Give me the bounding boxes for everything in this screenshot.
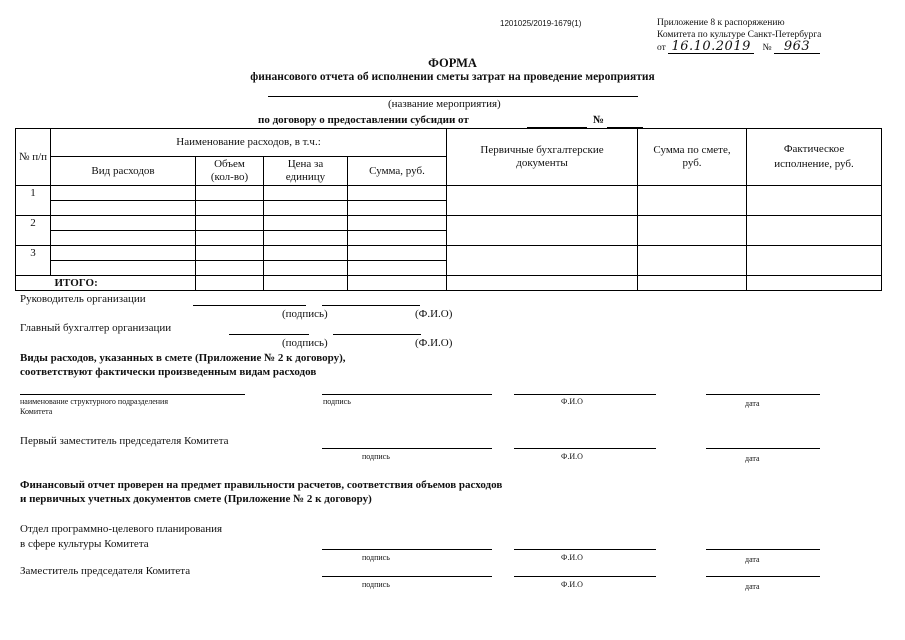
- signature-line: [322, 576, 492, 577]
- approval-block: [657, 17, 821, 54]
- approval-line-3: от 16.10.2019 № 963: [657, 41, 821, 54]
- fio-caption: Ф.И.О: [561, 397, 583, 406]
- form-title: ФОРМА: [428, 56, 477, 70]
- table-row: [16, 216, 882, 231]
- table-cell: [196, 216, 264, 231]
- table-cell: [51, 201, 196, 216]
- head-signature-line: [193, 305, 306, 306]
- table-row: [16, 186, 882, 201]
- fio-line: [514, 394, 656, 395]
- statement-1-line-2: соответствуют фактически произведенным видам расходов: [20, 366, 317, 378]
- table-cell: [348, 201, 447, 216]
- col-actual-header: Фактическое исполнение, руб.: [747, 129, 882, 186]
- fio-caption: Ф.И.О: [561, 452, 583, 461]
- head-sign-caption: (подпись): [282, 308, 328, 320]
- table-cell: [51, 246, 196, 261]
- table-cell: [264, 201, 348, 216]
- table-cell: [51, 186, 196, 201]
- table-cell: [638, 216, 747, 246]
- accountant-fio-caption: (Ф.И.О): [415, 337, 453, 349]
- table-cell: [264, 261, 348, 276]
- col-type-header: Вид расходов: [51, 157, 196, 186]
- table-cell: [264, 276, 348, 291]
- table-cell: [196, 186, 264, 201]
- table-cell: [51, 231, 196, 246]
- date-line: [706, 448, 820, 449]
- date-caption: дата: [745, 454, 760, 463]
- col-price-header: Цена за единицу: [264, 157, 348, 186]
- first-deputy-label: Первый заместитель председателя Комитета: [20, 435, 229, 447]
- statement-2-line-1: Финансовый отчет проверен на предмет правильности расчетов, соответствия объемов расходов: [20, 479, 503, 491]
- table-cell: [196, 231, 264, 246]
- table-cell: [196, 246, 264, 261]
- table-cell: [447, 276, 638, 291]
- row-number: 2: [16, 216, 51, 246]
- approval-number: 963: [774, 41, 820, 54]
- report-table: [15, 128, 882, 291]
- signature-line: [322, 549, 492, 550]
- total-label: ИТОГО:: [51, 276, 196, 291]
- accountant-sign-caption: (подпись): [282, 337, 328, 349]
- date-caption: дата: [745, 555, 760, 564]
- date-line: [706, 394, 820, 395]
- approval-line-2: Комитета по культуре Санкт-Петербурга: [657, 30, 822, 40]
- fio-line: [514, 448, 656, 449]
- accountant-fio-line: [333, 334, 421, 335]
- table-row: [16, 246, 882, 261]
- table-cell: [51, 216, 196, 231]
- planning-dept-line-2: в сфере культуры Комитета: [20, 538, 149, 550]
- table-cell: [747, 246, 882, 276]
- planning-dept-line-1: Отдел программно-целевого планирования: [20, 523, 223, 535]
- table-cell: [196, 201, 264, 216]
- col-num-header: № п/п: [16, 129, 51, 186]
- table-cell: [51, 261, 196, 276]
- table-cell: [264, 246, 348, 261]
- fio-caption: Ф.И.О: [561, 580, 583, 589]
- event-name-caption: (название мероприятия): [388, 98, 501, 110]
- total-row: [16, 276, 882, 291]
- table-cell: [348, 246, 447, 261]
- table-cell: [348, 186, 447, 201]
- sign-caption: подпись: [362, 452, 390, 461]
- col-docs-header: Первичные бухгалтерские документы: [447, 129, 638, 186]
- event-name-line: [268, 96, 638, 97]
- table-cell: [747, 186, 882, 216]
- table-cell: [747, 216, 882, 246]
- table-cell: [638, 276, 747, 291]
- head-label: Руководитель организации: [20, 293, 146, 305]
- group-header: Наименование расходов, в т.ч.:: [51, 129, 447, 157]
- table-cell: [447, 216, 638, 246]
- table-cell: [16, 276, 51, 291]
- table-cell: [264, 231, 348, 246]
- table-cell: [264, 216, 348, 231]
- col-volume-header: Объем (кол-во): [196, 157, 264, 186]
- table-cell: [747, 276, 882, 291]
- table-cell: [348, 216, 447, 231]
- accountant-signature-line: [229, 334, 309, 335]
- signature-line: [322, 394, 492, 395]
- date-line: [706, 549, 820, 550]
- table-cell: [264, 186, 348, 201]
- dept-caption: наименование структурного подразделения Комитета: [20, 397, 169, 416]
- form-subtitle: финансового отчета об исполнении сметы затрат на проведение мероприятия: [250, 71, 655, 83]
- sign-caption: подпись: [323, 397, 351, 406]
- fio-line: [514, 576, 656, 577]
- table-cell: [447, 246, 638, 276]
- fio-line: [514, 549, 656, 550]
- row-number: 3: [16, 246, 51, 276]
- fio-caption: Ф.И.О: [561, 553, 583, 562]
- col-estimate-header: Сумма по смете, руб.: [638, 129, 747, 186]
- sign-caption: подпись: [362, 553, 390, 562]
- table-cell: [196, 276, 264, 291]
- table-cell: [638, 186, 747, 216]
- table-cell: [348, 261, 447, 276]
- contract-number-label: №: [593, 114, 605, 126]
- deputy-label: Заместитель председателя Комитета: [20, 565, 191, 577]
- row-number: 1: [16, 186, 51, 216]
- accountant-label: Главный бухгалтер организации: [20, 322, 172, 334]
- statement-1-line-1: Виды расходов, указанных в смете (Приложение № 2 к договору),: [20, 352, 346, 364]
- statement-2-line-2: и первичных учетных документов смете (Приложение № 2 к договору): [20, 493, 372, 505]
- table-cell: [196, 261, 264, 276]
- date-caption: дата: [745, 399, 760, 408]
- table-cell: [447, 186, 638, 216]
- head-fio-caption: (Ф.И.О): [415, 308, 453, 320]
- approval-line-1: Приложение 8 к распоряжению: [657, 18, 785, 28]
- document-number: 1201025/2019-1679(1): [500, 19, 582, 28]
- signature-line: [322, 448, 492, 449]
- col-sum-header: Сумма, руб.: [348, 157, 447, 186]
- table-cell: [348, 276, 447, 291]
- head-fio-line: [322, 305, 420, 306]
- contract-label: по договору о предоставлении субсидии от: [258, 114, 469, 126]
- approval-date: 16.10.2019: [668, 41, 754, 54]
- dept-line: [20, 394, 245, 395]
- table-cell: [638, 246, 747, 276]
- sign-caption: подпись: [362, 580, 390, 589]
- date-line: [706, 576, 820, 577]
- table-cell: [348, 231, 447, 246]
- date-caption: дата: [745, 582, 760, 591]
